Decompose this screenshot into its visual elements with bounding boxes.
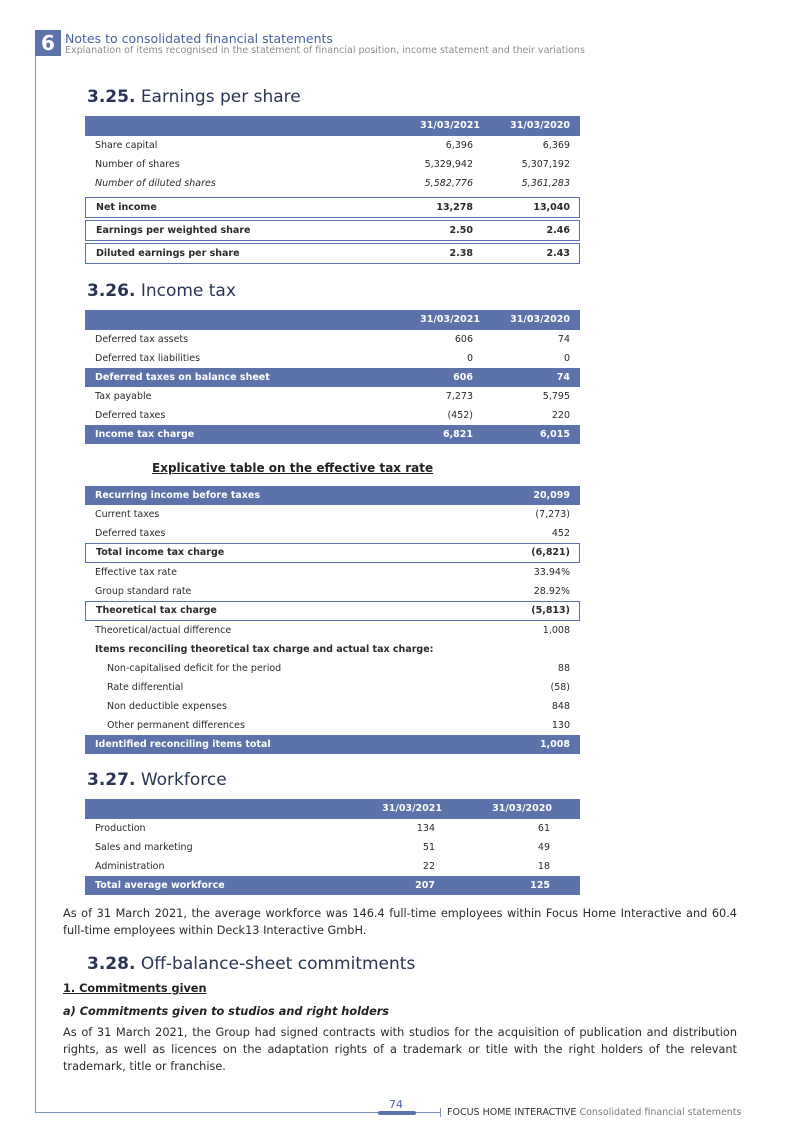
row-label: Theoretical/actual difference — [95, 625, 232, 636]
row-value: (58) — [550, 682, 570, 693]
row-label: Non-capitalised deficit for the period — [107, 663, 282, 674]
commitments-text: As of 31 March 2021, the Group had signed contracts with studios for the acquisition of publication and distribution rights, as well as licences on the adaptation rights of a trademark or title with the right holders of the relevant trademark, title or franchise. — [63, 1026, 737, 1073]
table-row — [85, 505, 580, 524]
row-value: 74 — [557, 334, 570, 345]
table-row — [85, 136, 580, 155]
effective-tax-table — [85, 486, 580, 754]
commitments-subheading: a) Commitments given to studios and right holders — [63, 1005, 390, 1018]
section-title-eps — [87, 87, 301, 107]
row-label: Share capital — [95, 140, 158, 151]
row-value: 5,307,192 — [521, 159, 570, 170]
row-value: 20,099 — [533, 490, 570, 501]
table-row — [85, 155, 580, 174]
row-label: Theoretical tax charge — [96, 605, 217, 616]
column-header: 31/03/2021 — [382, 803, 442, 814]
income-tax-table — [85, 310, 580, 444]
section-label: Off-balance-sheet commitments — [140, 954, 416, 974]
table-row — [85, 197, 580, 218]
row-value: 2.46 — [546, 225, 570, 236]
row-value: 88 — [557, 663, 570, 674]
row-value: 18 — [537, 861, 550, 872]
table-row — [85, 697, 580, 716]
row-label: Deferred taxes on balance sheet — [95, 372, 270, 383]
section-number: 3.26. — [87, 281, 136, 301]
table-row — [85, 486, 580, 505]
row-label: Diluted earnings per share — [96, 248, 240, 259]
row-value: 606 — [453, 372, 473, 383]
table-row — [85, 601, 580, 621]
row-value: 13,040 — [533, 202, 570, 213]
row-value: 28.92% — [533, 586, 570, 597]
row-value: 130 — [551, 720, 570, 731]
table-row — [85, 678, 580, 697]
section-title-commitments — [87, 954, 415, 974]
chapter-title: Notes to consolidated financial statements — [65, 31, 333, 46]
row-value: 61 — [537, 823, 550, 834]
column-header: 31/03/2020 — [510, 120, 570, 131]
row-value: 51 — [422, 842, 435, 853]
table-row — [85, 243, 580, 264]
row-value: 6,015 — [539, 429, 570, 440]
table-row — [85, 524, 580, 543]
section-number: 3.27. — [87, 770, 136, 790]
footer-brand: FOCUS HOME INTERACTIVE — [447, 1107, 577, 1118]
table-row — [85, 368, 580, 387]
row-value: 2.38 — [449, 248, 473, 259]
row-label: Deferred taxes — [95, 528, 166, 539]
column-header: 31/03/2021 — [420, 314, 480, 325]
row-value: (6,821) — [531, 547, 570, 558]
page-number-bar — [378, 1111, 416, 1115]
chapter-subtitle: Explanation of items recognised in the statement of financial position, income statement and their variations — [65, 45, 585, 56]
table-row — [85, 330, 580, 349]
row-label: Other permanent differences — [107, 720, 245, 731]
table-row — [85, 174, 580, 193]
row-value: (5,813) — [531, 605, 570, 616]
page-number: 74 — [389, 1098, 403, 1111]
workforce-table — [85, 799, 580, 895]
row-value: 6,369 — [542, 140, 570, 151]
row-label: Group standard rate — [95, 586, 192, 597]
table-row — [85, 716, 580, 735]
table-header — [85, 799, 580, 819]
row-value: 2.43 — [546, 248, 570, 259]
table-row — [85, 387, 580, 406]
row-label: Recurring income before taxes — [95, 490, 260, 501]
row-value: 125 — [530, 880, 550, 891]
page-frame-left — [35, 56, 36, 1113]
table-row — [85, 349, 580, 368]
row-value: 452 — [551, 528, 570, 539]
section-number: 3.25. — [87, 87, 136, 107]
row-value: (7,273) — [535, 509, 570, 520]
table-header — [85, 116, 580, 136]
table-row — [85, 563, 580, 582]
section-label: Income tax — [140, 281, 236, 301]
table-row — [85, 220, 580, 241]
row-label: Deferred taxes — [95, 410, 166, 421]
row-value: (452) — [447, 410, 473, 421]
row-value: 0 — [563, 353, 570, 364]
table-row — [85, 876, 580, 895]
table-header — [85, 310, 580, 330]
row-value: 6,396 — [445, 140, 473, 151]
footer — [447, 1107, 741, 1118]
row-value: 5,329,942 — [424, 159, 473, 170]
row-label: Tax payable — [95, 391, 152, 402]
row-label: Non deductible expenses — [107, 701, 227, 712]
table-row — [85, 735, 580, 754]
row-value: 848 — [551, 701, 570, 712]
row-value: 74 — [556, 372, 570, 383]
row-value: 220 — [551, 410, 570, 421]
row-value: 0 — [466, 353, 473, 364]
row-label: Administration — [95, 861, 165, 872]
table-row — [85, 621, 580, 640]
row-value: 7,273 — [445, 391, 473, 402]
row-label: Effective tax rate — [95, 567, 177, 578]
table-row — [85, 819, 580, 838]
row-label: Total income tax charge — [96, 547, 225, 558]
row-label: Earnings per weighted share — [96, 225, 251, 236]
row-label: Rate differential — [107, 682, 184, 693]
page-frame-tick — [440, 1108, 441, 1117]
table-title: Explicative table on the effective tax rate — [152, 461, 434, 475]
row-value: 134 — [416, 823, 435, 834]
row-value: 606 — [454, 334, 473, 345]
row-value: 33.94% — [533, 567, 570, 578]
row-label: Sales and marketing — [95, 842, 193, 853]
section-label: Workforce — [140, 770, 227, 790]
row-label: Items reconciling theoretical tax charge and actual tax charge: — [95, 644, 434, 655]
row-value: 49 — [537, 842, 550, 853]
row-label: Current taxes — [95, 509, 160, 520]
workforce-note: As of 31 March 2021, the average workforce was 146.4 full-time employees within Focus Home Interactive and 60.4 full-time employees within Deck13 Interactive GmbH. — [63, 907, 737, 937]
row-label: Net income — [96, 202, 157, 213]
row-label: Number of diluted shares — [95, 178, 216, 189]
table-row — [85, 582, 580, 601]
row-value: 6,821 — [442, 429, 473, 440]
section-label: Earnings per share — [140, 87, 301, 107]
table-row — [85, 857, 580, 876]
eps-table — [85, 116, 580, 264]
section-title-income-tax — [87, 281, 236, 301]
section-title-workforce — [87, 770, 227, 790]
row-label: Total average workforce — [95, 880, 225, 891]
row-label: Deferred tax assets — [95, 334, 189, 345]
row-value: 5,795 — [542, 391, 570, 402]
row-label: Deferred tax liabilities — [95, 353, 201, 364]
table-row — [85, 425, 580, 444]
row-label: Identified reconciling items total — [95, 739, 271, 750]
row-value: 1,008 — [539, 739, 570, 750]
table-row — [85, 838, 580, 857]
row-value: 1,008 — [542, 625, 570, 636]
row-value: 2.50 — [449, 225, 473, 236]
section-number: 3.28. — [87, 954, 136, 974]
chapter-number: 6 — [35, 30, 61, 56]
footer-doc-title: Consolidated financial statements — [579, 1107, 742, 1118]
row-label: Number of shares — [95, 159, 180, 170]
column-header: 31/03/2020 — [492, 803, 552, 814]
row-value: 13,278 — [436, 202, 473, 213]
table-row — [85, 659, 580, 678]
row-label: Income tax charge — [95, 429, 195, 440]
table-row — [85, 543, 580, 563]
commitments-heading: 1. Commitments given — [63, 982, 207, 995]
table-row — [85, 640, 580, 659]
row-label: Production — [95, 823, 146, 834]
column-header: 31/03/2020 — [510, 314, 570, 325]
row-value: 5,582,776 — [424, 178, 473, 189]
row-value: 5,361,283 — [521, 178, 570, 189]
row-value: 22 — [422, 861, 435, 872]
column-header: 31/03/2021 — [420, 120, 480, 131]
table-row — [85, 406, 580, 425]
row-value: 207 — [415, 880, 435, 891]
